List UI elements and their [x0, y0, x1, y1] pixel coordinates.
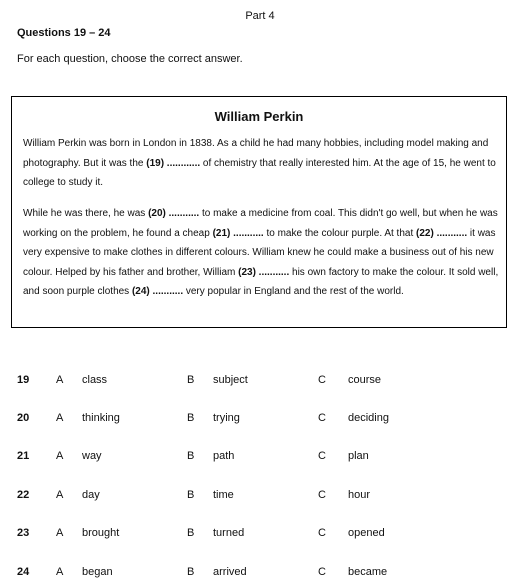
instruction-text: For each question, choose the correct answer. [17, 53, 243, 65]
option-c-letter: C [318, 374, 326, 386]
question-row [0, 374, 520, 390]
passage-text: his own factory to make the colour. It sold well, and soon purple clothes [23, 266, 499, 297]
option-a-word[interactable]: began [82, 566, 113, 578]
option-b-letter: B [187, 566, 195, 578]
option-a-letter: A [56, 566, 64, 578]
option-b-word[interactable]: subject [213, 374, 248, 386]
gap-blank: (20) ........... [148, 208, 200, 219]
part-heading: Part 4 [245, 10, 275, 22]
passage-paragraph-1 [23, 134, 503, 193]
option-a-word[interactable]: way [82, 450, 102, 462]
option-c-letter: C [318, 566, 326, 578]
option-a-letter: A [56, 374, 64, 386]
question-number: 20 [17, 412, 30, 424]
question-row [0, 412, 520, 428]
question-number: 21 [17, 450, 30, 462]
option-a-letter: A [56, 450, 64, 462]
option-a-word[interactable]: day [82, 489, 100, 501]
questions-range: Questions 19 – 24 [17, 27, 111, 39]
question-number: 22 [17, 489, 30, 501]
option-b-word[interactable]: time [213, 489, 234, 501]
question-row [0, 566, 520, 582]
option-c-letter: C [318, 489, 326, 501]
option-b-word[interactable]: turned [213, 527, 245, 539]
option-a-word[interactable]: thinking [82, 412, 120, 424]
question-row [0, 450, 520, 466]
passage-text: William Perkin was born in London in 1838. As a child he had many hobbies, including model making and photography. But it was the [23, 138, 489, 169]
option-a-letter: A [56, 412, 64, 424]
option-a-word[interactable]: brought [82, 527, 120, 539]
passage-text: of chemistry that really interested him. At the age of 15, he went to college to study it. [23, 157, 496, 188]
passage-box [11, 96, 507, 328]
passage-title: William Perkin [214, 109, 304, 124]
option-a-letter: A [56, 489, 64, 501]
passage-paragraph-2 [23, 204, 503, 302]
option-c-letter: C [318, 412, 326, 424]
option-b-letter: B [187, 489, 195, 501]
question-number: 24 [17, 566, 30, 578]
question-number: 23 [17, 527, 30, 539]
option-b-word[interactable]: path [213, 450, 235, 462]
option-b-letter: B [187, 527, 195, 539]
option-c-word[interactable]: opened [348, 527, 385, 539]
option-c-word[interactable]: hour [348, 489, 371, 501]
gap-blank: (22) ........... [416, 227, 468, 239]
passage-text: very popular in England and the rest of the world. [183, 286, 404, 297]
option-c-word[interactable]: deciding [348, 412, 389, 424]
question-row [0, 527, 520, 543]
question-number: 19 [17, 374, 30, 386]
option-a-word[interactable]: class [82, 374, 108, 386]
option-b-letter: B [187, 374, 195, 386]
option-b-letter: B [187, 450, 195, 462]
gap-blank: (23) ........... [238, 266, 290, 278]
option-c-letter: C [318, 450, 326, 462]
passage-text: it was very expensive to make clothes in different colours. William knew he could make a business out of his new colour. Helped by his father and brother, William [23, 227, 496, 278]
question-row [0, 489, 520, 505]
option-c-letter: C [318, 527, 326, 539]
gap-blank: (24) ........... [131, 286, 184, 297]
gap-blank: (21) ........... [212, 227, 264, 239]
option-c-word[interactable]: became [348, 566, 388, 578]
option-b-word[interactable]: arrived [213, 566, 247, 578]
option-b-word[interactable]: trying [213, 412, 240, 424]
passage-text: to make the colour purple. At that [263, 227, 417, 239]
passage-text: to make a medicine from coal. This didn't go well, but when he was working on the problem, he found a cheap [23, 208, 498, 239]
option-c-word[interactable]: plan [348, 450, 369, 462]
option-b-letter: B [187, 412, 195, 424]
gap-blank: (19) ............ [146, 157, 201, 169]
option-c-word[interactable]: course [348, 374, 382, 386]
passage-text: While he was there, he was [23, 208, 149, 219]
option-a-letter: A [56, 527, 64, 539]
